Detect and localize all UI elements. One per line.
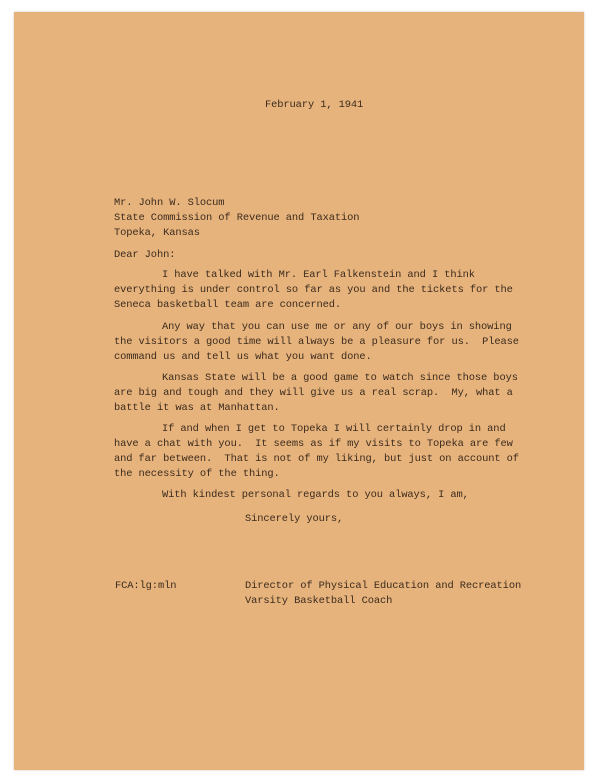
recipient-name: Mr. John W. Slocum [114, 197, 225, 209]
body-line: everything is under control so far as you and the tickets for the [114, 284, 513, 296]
body-line: and far between. That is not of my liking, but just on account of [114, 453, 519, 465]
body-line: Seneca basketball team are concerned. [114, 299, 342, 311]
signature-title: Director of Physical Education and Recreation [245, 580, 522, 592]
body-line: Kansas State will be a good game to watch since those boys [162, 372, 518, 384]
body-line: the necessity of the thing. [114, 468, 280, 480]
body-line: Any way that you can use me or any of our boys in showing [162, 321, 512, 333]
letter-date: February 1, 1941 [265, 99, 364, 111]
body-line: the visitors a good time will always be a pleasure for us. Please [114, 336, 519, 348]
body-line: are big and tough and they will give us a real scrap. My, what a [114, 387, 513, 399]
closing: Sincerely yours, [245, 513, 344, 525]
body-line: I have talked with Mr. Earl Falkenstein and I think [162, 269, 475, 281]
body-line: have a chat with you. It seems as if my visits to Topeka are few [114, 438, 513, 450]
letter-page [14, 12, 584, 770]
body-line: command us and tell us what you want done. [114, 351, 372, 363]
signature-subtitle: Varsity Basketball Coach [245, 595, 393, 607]
body-line: If and when I get to Topeka I will certainly drop in and [162, 423, 506, 435]
typist-initials: FCA:lg:mln [115, 580, 177, 592]
recipient-location: Topeka, Kansas [114, 227, 200, 239]
body-line: battle it was at Manhattan. [114, 402, 280, 414]
body-line: With kindest personal regards to you always, I am, [162, 489, 469, 501]
salutation: Dear John: [114, 249, 176, 261]
recipient-organization: State Commission of Revenue and Taxation [114, 212, 360, 224]
